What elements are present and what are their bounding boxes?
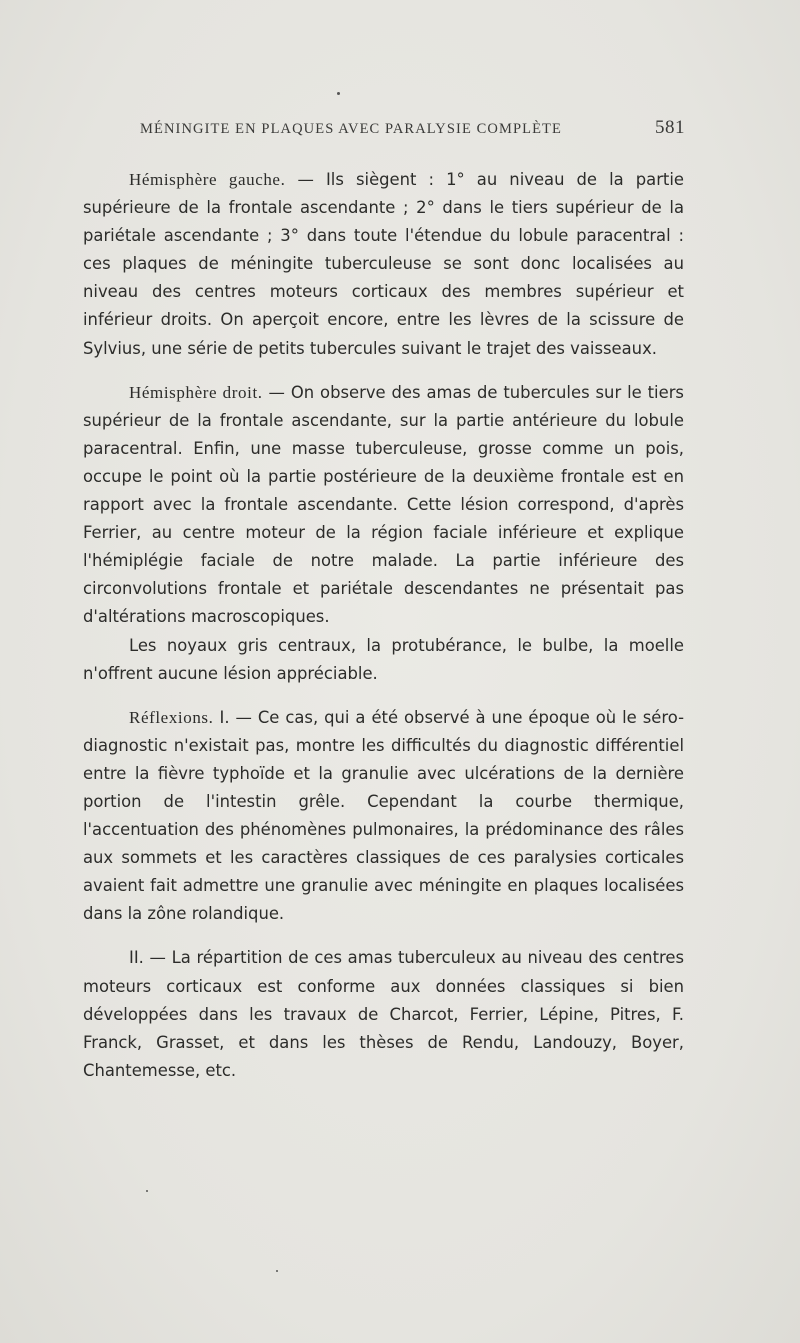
section-lead: Hémisphère droit. [129, 382, 263, 402]
paper-speck [337, 92, 340, 95]
paragraph-text: I. — Ce cas, qui a été observé à une époque où le séro-diagnostic n'existait pas, montre les difficultés du diagnostic différentiel entre la fièvre typhoïde et la granulie avec ulcérations de la dernière portion de l'intestin grêle. Cependant la courbe thermique, l'accentuation des phénomènes pulmonaires, la prédominance des râles aux sommets et les caractères classiques de ces paralysies corticales avaient fait admettre une granulie avec méningite en plaques localisées dans la zône rolandique. [83, 707, 684, 924]
page-number: 581 [655, 117, 685, 138]
paragraph-central-nuclei [83, 632, 684, 688]
running-title: MÉNINGITE EN PLAQUES AVEC PARALYSIE COMPLÈTE [140, 121, 562, 137]
paragraph-right-hemisphere [83, 379, 684, 632]
paragraph-text: — Ils siègent : 1° au niveau de la partie supérieure de la frontale ascendante ; 2° dans le tiers supérieur de la pariétale ascendante ; 3° dans toute l'étendue du lobule paracentral : ces plaques de méningite tuberculeuse se sont donc localisées au niveau des centres moteurs corticaux des membres supérieur et inférieur droits. On aperçoit encore, entre les lèvres de la scissure de Sylvius, une série de petits tubercules suivant le trajet des vaisseaux. [83, 170, 685, 358]
paragraph-text: Les noyaux gris centraux, la protubérance, le bulbe, la moelle n'offrent aucune lésion appréciable. [83, 635, 684, 683]
paragraph-reflections [83, 704, 684, 929]
paragraph-distribution [83, 944, 684, 1084]
paragraph-text: — On observe des amas de tubercules sur le tiers supérieur de la frontale ascendante, sur la partie antérieure du lobule paracentral. Enfin, une masse tuberculeuse, grosse comme un pois, occupe le point où la partie postérieure de la deuxième frontale est en rapport avec la frontale ascendante. Cette lésion correspond, d'après Ferrier, au centre moteur de la région faciale inférieure et explique l'hémiplégie faciale de notre malade. La partie inférieure des circonvolutions frontale et pariétale descendantes ne présentait pas d'altérations macroscopiques. [83, 382, 684, 627]
section-lead: Hémisphère gauche. [129, 170, 286, 189]
paper-speck [146, 1190, 148, 1192]
paragraph-text: II. — La répartition de ces amas tuberculeux au niveau des centres moteurs corticaux est conforme aux données classiques si bien développées dans les travaux de Charcot, Ferrier, Lépine, Pitres, F. Franck, Grasset, et dans les thèses de Rendu, Landouzy, Boyer, Chantemesse, etc. [83, 948, 684, 1080]
section-lead: Réflexions. [129, 707, 214, 727]
paragraph-left-hemisphere [83, 166, 684, 363]
body-text [83, 166, 684, 1085]
paper-speck [276, 1270, 278, 1272]
